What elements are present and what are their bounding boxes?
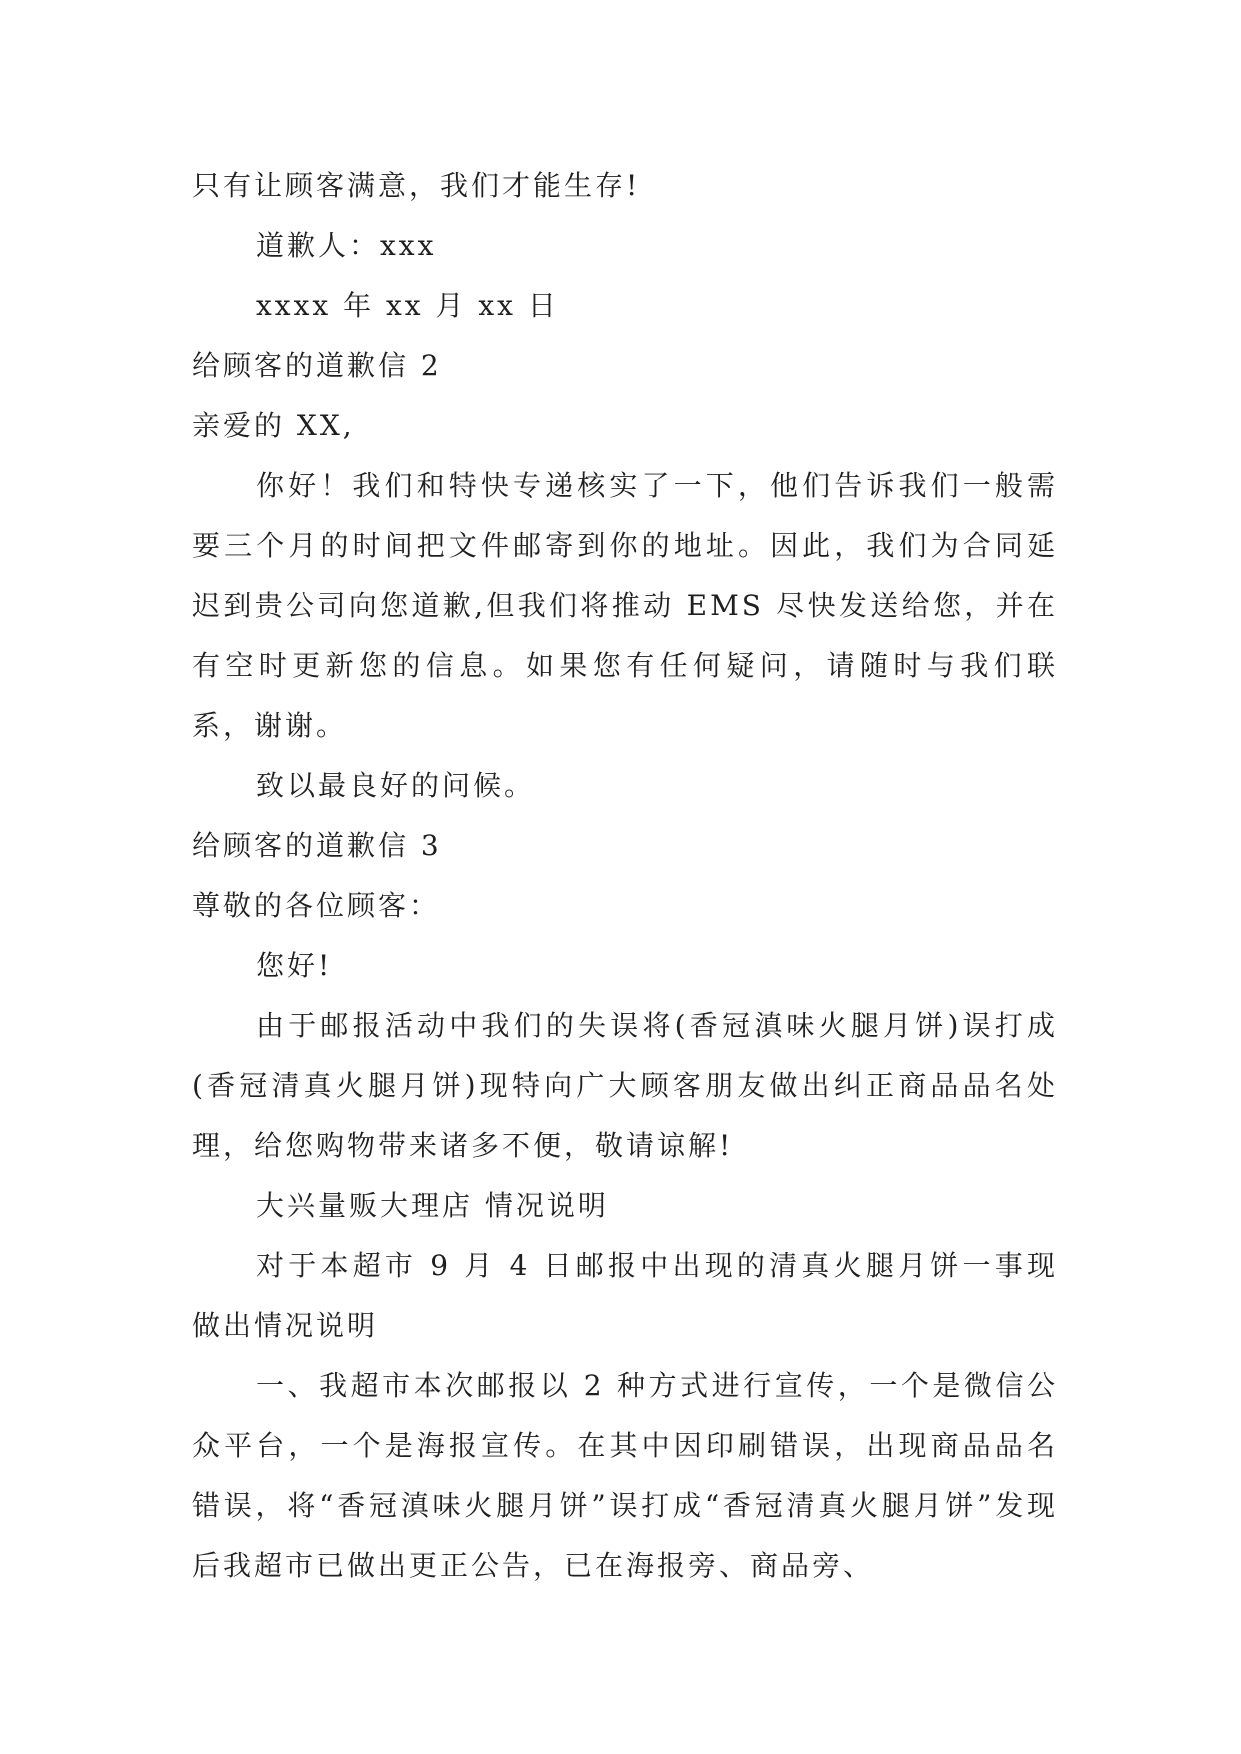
letter2-title: 给顾客的道歉信 2 [192,349,442,382]
letter3-body2: 对于本超市 9 月 4 日邮报中出现的清真火腿月饼一事现做出情况说明 [192,1249,1058,1342]
letter3-salutation: 尊敬的各位顾客： [192,889,441,922]
letter2-body: 你好！我们和特快专递核实了一下，他们告诉我们一般需要三个月的时间把文件邮寄到你的地址。因此，我们为合同延迟到贵公司向您道歉,但我们将推动 EMS 尽快发送给您，并在有空时更新您的信息。如果您有任何疑问，请随时与我们联系，谢谢。 [192,469,1058,742]
document-body [192,156,1058,1596]
letter3-body3: 一、我超市本次邮报以 2 种方式进行宣传，一个是微信公众平台，一个是海报宣传。在其中因印刷错误，出现商品品名错误，将“香冠滇味火腿月饼”误打成“香冠清真火腿月饼”发现后我超市已做出更正公告，已在海报旁、商品旁、 [192,1369,1058,1582]
letter2-salutation: 亲爱的 XX, [192,409,355,442]
date-line: xxxx 年 xx 月 xx 日 [256,289,559,322]
signer-line: 道歉人：xxx [256,229,437,262]
letter3-store-line: 大兴量贩大理店 情况说明 [256,1189,609,1222]
closing-line: 只有让顾客满意，我们才能生存! [192,169,641,202]
letter3-body1: 由于邮报活动中我们的失误将(香冠滇味火腿月饼)误打成(香冠清真火腿月饼)现特向广大顾客朋友做出纠正商品品名处理，给您购物带来诸多不便，敬请谅解! [192,1009,1058,1162]
letter2-regards: 致以最良好的问候。 [256,769,536,802]
letter3-greeting: 您好! [256,949,333,982]
letter3-title: 给顾客的道歉信 3 [192,829,442,862]
